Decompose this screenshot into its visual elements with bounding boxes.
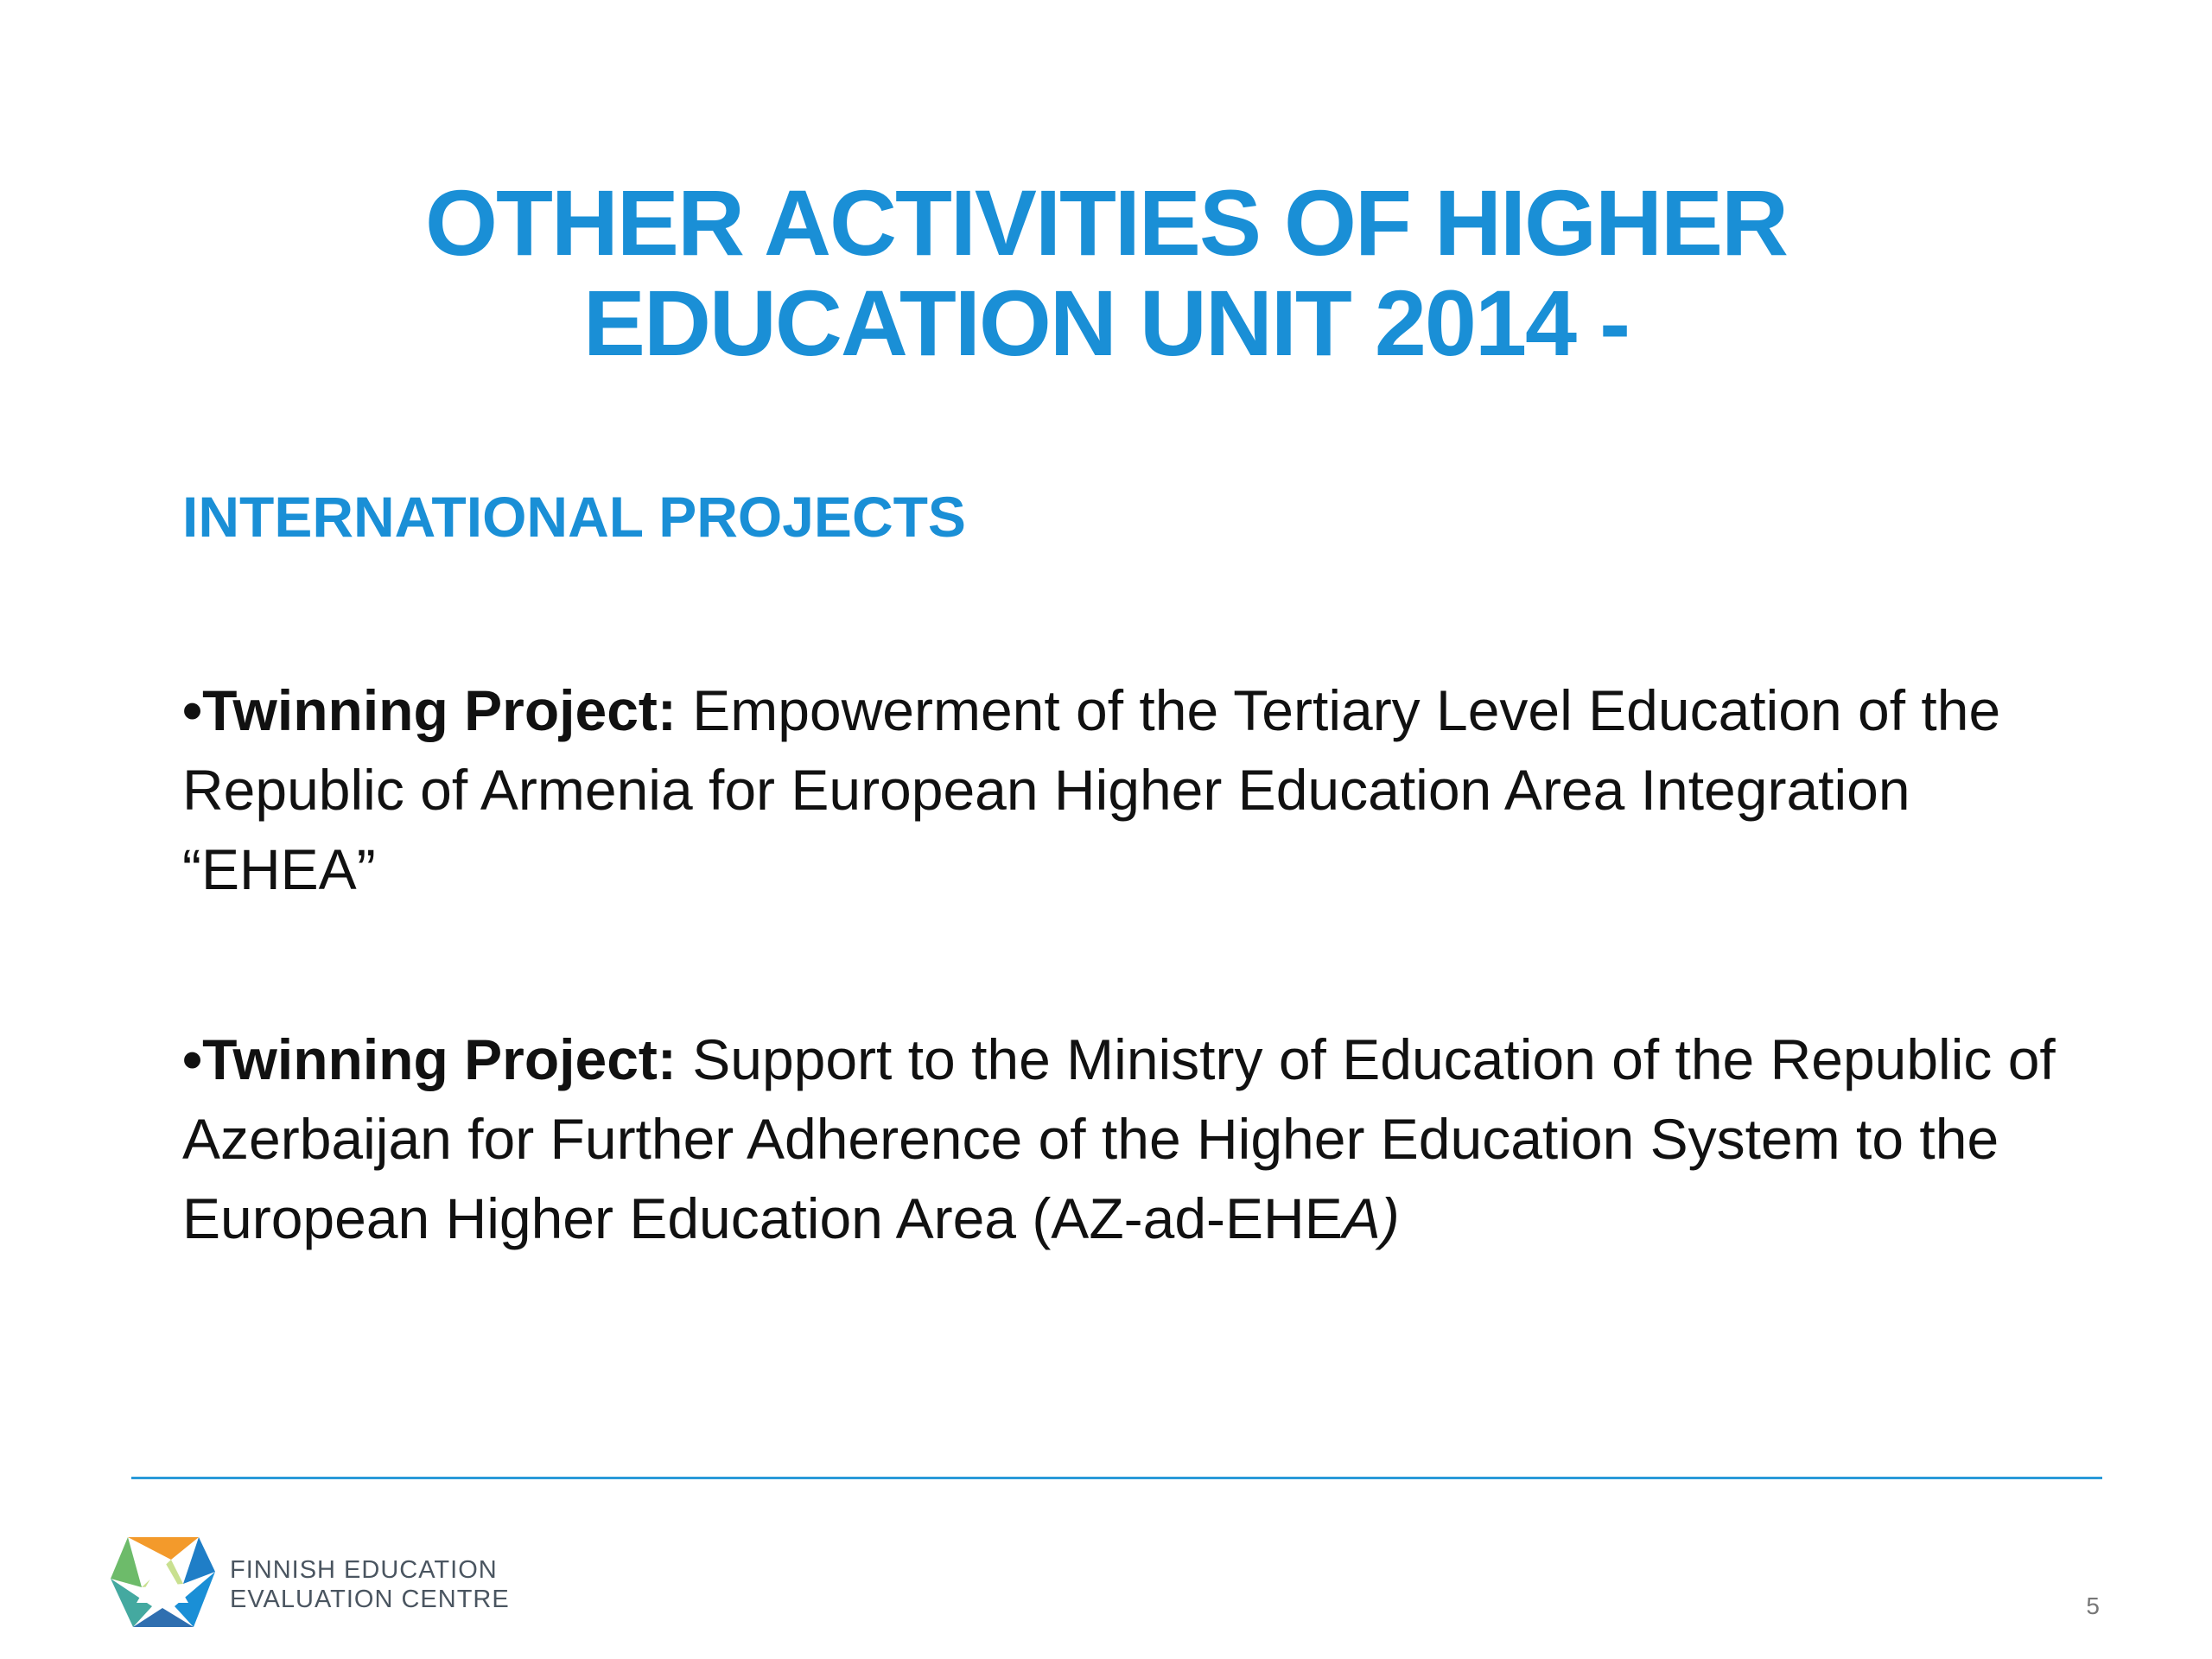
karvi-triangle-logo-icon [109,1534,217,1630]
organization-name-line-2: EVALUATION CENTRE [230,1586,510,1613]
section-heading: INTERNATIONAL PROJECTS [182,485,966,549]
organization-name-line-1: FINNISH EDUCATION [230,1556,498,1584]
bullet-marker: • [182,678,203,742]
bullet-item [182,1020,2118,1258]
page-number: 5 [2086,1592,2100,1619]
bullet-lead: Twinning Project: [202,1027,677,1091]
bullet-item [182,671,2118,909]
bullet-marker: • [182,1027,203,1091]
bullet-text: Empowerment of the Tertiary Level Education of the Republic of Armenia for European Higher Education Area Integration “EHEA” [182,678,2001,901]
bullet-lead: Twinning Project: [202,678,677,742]
slide-title [0,170,2212,375]
organization-name [230,1555,510,1614]
bullet-text: Support to the Ministry of Education of the Republic of Azerbaijan for Further Adherence of the Higher Education System to the European Higher Education Area (AZ-ad-EHE [182,1027,2056,1250]
bullet-text-italic: A) [1342,1186,1400,1250]
footer-divider [131,1477,2102,1479]
slide-title-line-2: EDUCATION UNIT 2014 - [582,270,1630,375]
slide-title-line-1: OTHER ACTIVITIES OF HIGHER [424,170,1788,275]
